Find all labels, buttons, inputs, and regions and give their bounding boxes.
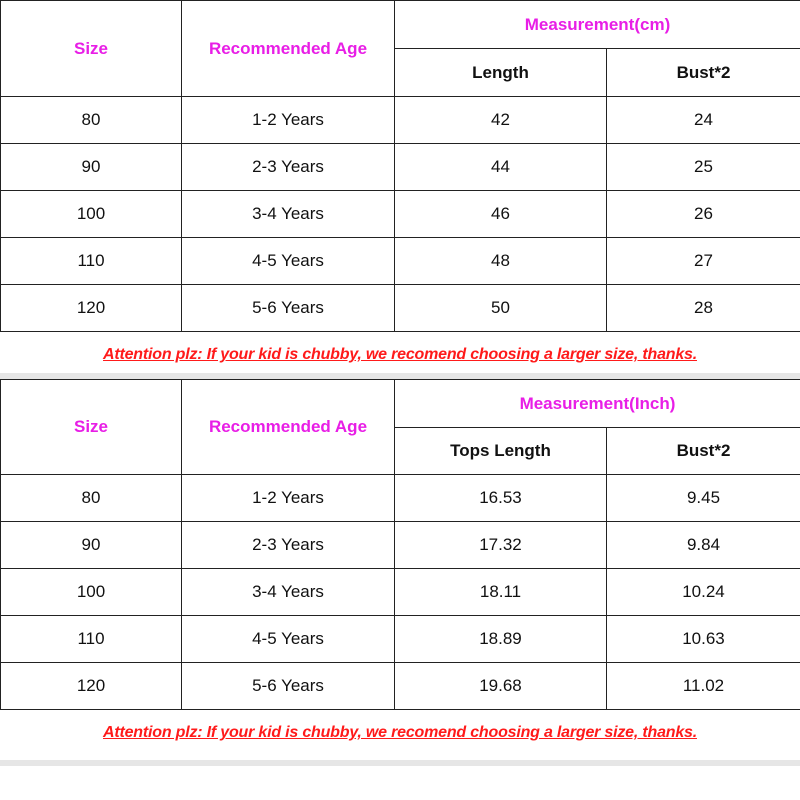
size-chart-cm-table [0,0,800,332]
cell-age: 4-5 Years [182,616,395,663]
cell-measure-1: 44 [395,144,607,191]
cell-measure-2: 9.84 [607,522,800,569]
size-chart-inch-table [0,379,800,710]
header-size: Size [1,1,182,97]
cell-size: 90 [1,522,182,569]
table-row [1,97,800,144]
cell-size: 120 [1,663,182,710]
cell-size: 80 [1,475,182,522]
header-recommended-age: Recommended Age [182,380,395,475]
table-row [1,191,800,238]
divider [0,760,800,766]
cell-measure-1: 18.11 [395,569,607,616]
chubby-attention-note: Attention plz: If your kid is chubby, we recomend choosing a larger size, thanks. [103,346,697,363]
cell-age: 2-3 Years [182,522,395,569]
cell-measure-2: 27 [607,238,800,285]
header-size: Size [1,380,182,475]
cell-size: 110 [1,238,182,285]
cell-measure-1: 19.68 [395,663,607,710]
cell-size: 100 [1,191,182,238]
header-measurement: Measurement(Inch) [395,380,800,428]
cell-size: 110 [1,616,182,663]
cell-size: 80 [1,97,182,144]
cell-measure-2: 9.45 [607,475,800,522]
header-length: Length [395,49,607,97]
cell-measure-2: 26 [607,191,800,238]
cell-size: 100 [1,569,182,616]
cell-size: 120 [1,285,182,332]
cell-measure-1: 42 [395,97,607,144]
header-bust: Bust*2 [607,49,800,97]
chubby-attention-note: Attention plz: If your kid is chubby, we recomend choosing a larger size, thanks. [103,724,697,741]
cell-age: 2-3 Years [182,144,395,191]
cell-age: 3-4 Years [182,569,395,616]
cell-size: 90 [1,144,182,191]
table-row [1,238,800,285]
cell-age: 5-6 Years [182,663,395,710]
cell-measure-1: 46 [395,191,607,238]
header-bust: Bust*2 [607,428,800,475]
header-recommended-age: Recommended Age [182,1,395,97]
cell-age: 3-4 Years [182,191,395,238]
cell-measure-2: 25 [607,144,800,191]
cell-age: 5-6 Years [182,285,395,332]
header-measurement: Measurement(cm) [395,1,800,49]
cell-age: 1-2 Years [182,475,395,522]
table-row [1,144,800,191]
cell-measure-1: 48 [395,238,607,285]
cell-measure-2: 10.63 [607,616,800,663]
cell-measure-1: 50 [395,285,607,332]
cell-measure-1: 18.89 [395,616,607,663]
table-row [1,569,800,616]
cell-measure-2: 28 [607,285,800,332]
table-row [1,522,800,569]
cell-measure-2: 10.24 [607,569,800,616]
table-body-cm [1,97,800,332]
cell-measure-2: 11.02 [607,663,800,710]
table-body-inch [1,475,800,710]
header-tops-length: Tops Length [395,428,607,475]
cell-measure-1: 16.53 [395,475,607,522]
cell-measure-1: 17.32 [395,522,607,569]
table-row [1,616,800,663]
table-row [1,663,800,710]
cell-age: 4-5 Years [182,238,395,285]
cell-measure-2: 24 [607,97,800,144]
table-row [1,475,800,522]
table-row [1,285,800,332]
cell-age: 1-2 Years [182,97,395,144]
